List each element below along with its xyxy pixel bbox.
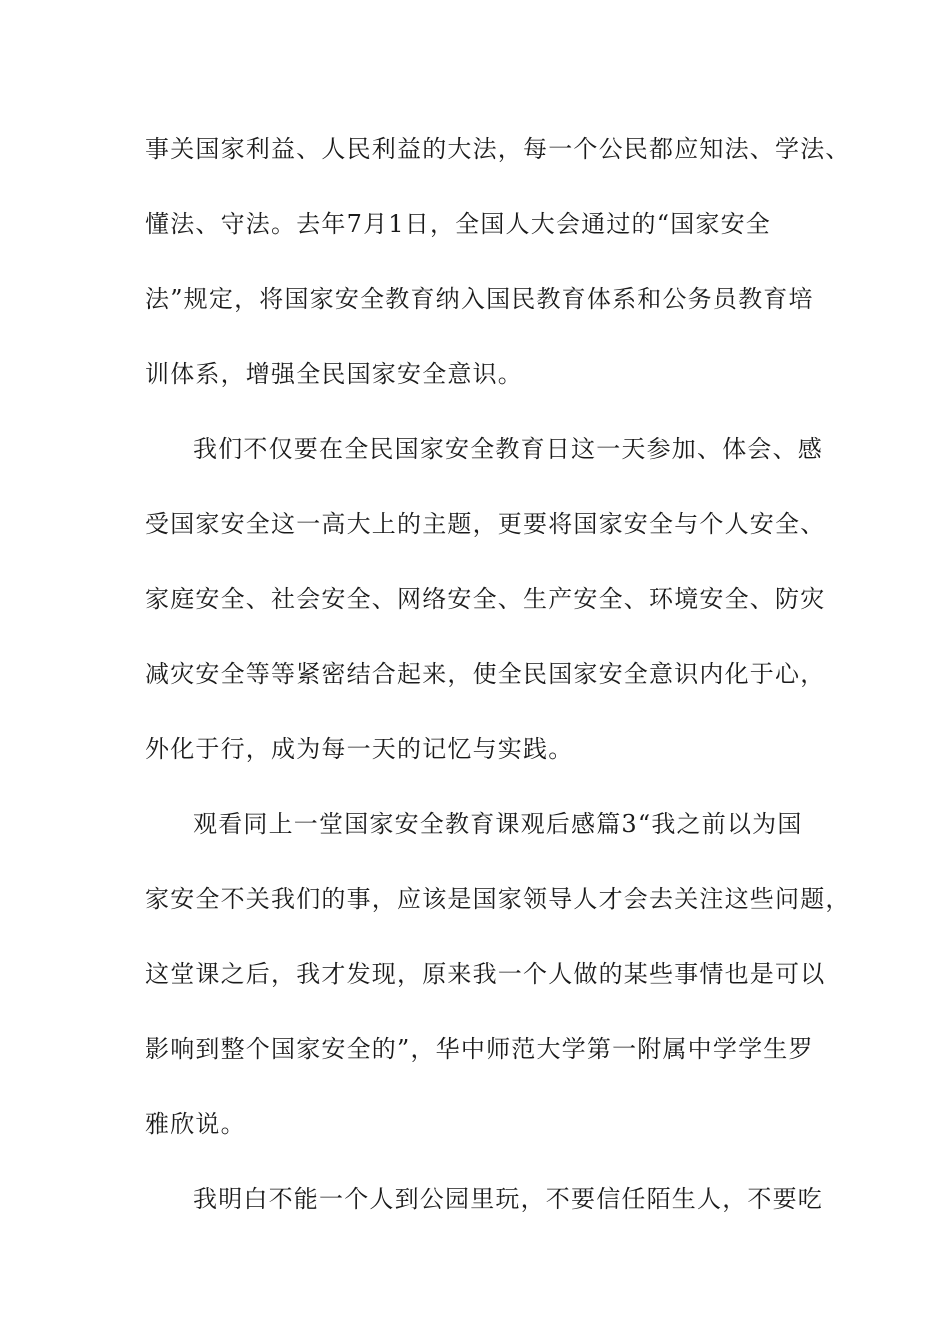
text-line: 受国家安全这一高大上的主题，更要将国家安全与个人安全、 [145, 510, 826, 538]
paragraph-first-line: 我们不仅要在全民国家安全教育日这一天参加、体会、感 [193, 435, 823, 463]
text-line: 训体系，增强全民国家安全意识。 [145, 360, 523, 388]
text-line: 懂法、守法。去年7月1日，全国人大会通过的“国家安全 [145, 210, 772, 238]
text-line: 事关国家利益、人民利益的大法，每一个公民都应知法、学法、 [145, 135, 851, 163]
text-line: 这堂课之后，我才发现，原来我一个人做的某些事情也是可以 [145, 960, 826, 988]
text-line: 外化于行，成为每一天的记忆与实践。 [145, 735, 574, 763]
text-line: 影响到整个国家安全的”，华中师范大学第一附属中学学生罗 [145, 1035, 814, 1063]
paragraph-first-line: 我明白不能一个人到公园里玩，不要信任陌生人，不要吃 [193, 1185, 823, 1213]
text-line: 法”规定，将国家安全教育纳入国民教育体系和公务员教育培 [145, 285, 814, 313]
text-line: 雅欣说。 [145, 1110, 246, 1138]
text-line: 减灾安全等等紧密结合起来，使全民国家安全意识内化于心， [145, 660, 826, 688]
text-line: 家安全不关我们的事，应该是国家领导人才会去关注这些问题， [145, 885, 851, 913]
text-line: 家庭安全、社会安全、网络安全、生产安全、环境安全、防灾 [145, 585, 826, 613]
paragraph-first-line: 观看同上一堂国家安全教育课观后感篇3“我之前以为国 [193, 810, 803, 838]
